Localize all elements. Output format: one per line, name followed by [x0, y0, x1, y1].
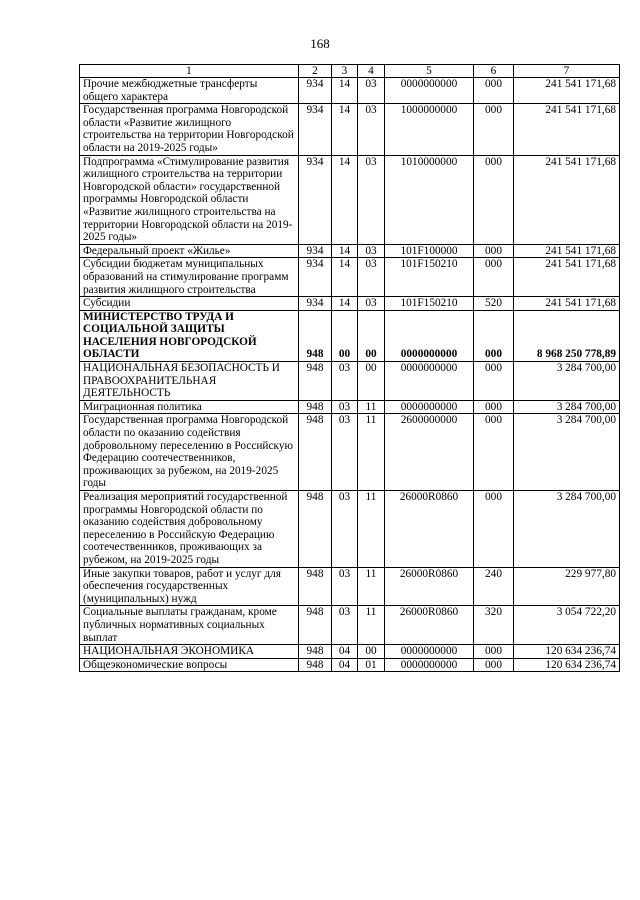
header-col-4: 4 [358, 65, 385, 78]
row-amount-cell: 241 541 171,68 [514, 258, 620, 297]
row-subsection-cell: 03 [358, 244, 385, 258]
row-subsection-cell: 03 [358, 78, 385, 104]
row-name-cell: НАЦИОНАЛЬНАЯ БЕЗОПАСНОСТЬ И ПРАВООХРАНИТЕЛЬНАЯ ДЕЯТЕЛЬНОСТЬ [80, 362, 299, 401]
row-name-cell: Субсидии [80, 297, 299, 311]
row-ministry-code-cell: 948 [299, 310, 332, 361]
table-row [80, 155, 620, 244]
row-target-code-cell: 101F150210 [385, 258, 474, 297]
row-name-cell: Иные закупки товаров, работ и услуг для обеспечения государственных (муниципальных) нужд [80, 567, 299, 606]
row-subsection-cell: 11 [358, 400, 385, 414]
row-subsection-cell: 03 [358, 155, 385, 244]
header-col-2: 2 [299, 65, 332, 78]
row-target-code-cell: 2600000000 [385, 414, 474, 491]
row-subsection-cell: 01 [358, 658, 385, 672]
budget-table [79, 64, 620, 672]
row-target-code-cell: 1010000000 [385, 155, 474, 244]
row-expense-type-cell: 000 [474, 310, 514, 361]
table-row [80, 104, 620, 155]
row-name-cell: Федеральный проект «Жилье» [80, 244, 299, 258]
row-name-cell: МИНИСТЕРСТВО ТРУДА И СОЦИАЛЬНОЙ ЗАЩИТЫ НАСЕЛЕНИЯ НОВГОРОДСКОЙ ОБЛАСТИ [80, 310, 299, 361]
table-row [80, 297, 620, 311]
table-row [80, 491, 620, 568]
row-section-cell: 03 [332, 414, 358, 491]
row-section-cell: 00 [332, 310, 358, 361]
row-ministry-code-cell: 948 [299, 414, 332, 491]
row-expense-type-cell: 000 [474, 645, 514, 659]
header-col-3: 3 [332, 65, 358, 78]
row-name-cell: Государственная программа Новгородской области по оказанию содействия добровольному переселению в Российскую Федерацию соотечественников, проживающих за рубежом, на 2019-2025 годы [80, 414, 299, 491]
row-amount-cell: 8 968 250 778,89 [514, 310, 620, 361]
row-name-cell: Субсидии бюджетам муниципальных образований на стимулирование программ развития жилищного строительства [80, 258, 299, 297]
row-subsection-cell: 11 [358, 491, 385, 568]
row-expense-type-cell: 000 [474, 104, 514, 155]
row-name-cell: Социальные выплаты гражданам, кроме публичных нормативных социальных выплат [80, 606, 299, 645]
row-section-cell: 03 [332, 400, 358, 414]
table-row [80, 310, 620, 361]
row-expense-type-cell: 000 [474, 658, 514, 672]
header-col-7: 7 [514, 65, 620, 78]
table-row [80, 606, 620, 645]
row-amount-cell: 241 541 171,68 [514, 297, 620, 311]
table-row [80, 362, 620, 401]
row-ministry-code-cell: 934 [299, 297, 332, 311]
row-section-cell: 04 [332, 658, 358, 672]
row-name-cell: Государственная программа Новгородской области «Развитие жилищного строительства на территории Новгородской области на 2019-2025 годы» [80, 104, 299, 155]
row-expense-type-cell: 000 [474, 400, 514, 414]
row-ministry-code-cell: 948 [299, 567, 332, 606]
row-section-cell: 03 [332, 567, 358, 606]
table-row [80, 244, 620, 258]
row-name-cell: Прочие межбюджетные трансферты общего характера [80, 78, 299, 104]
row-subsection-cell: 11 [358, 606, 385, 645]
row-target-code-cell: 101F150210 [385, 297, 474, 311]
row-expense-type-cell: 000 [474, 155, 514, 244]
row-section-cell: 14 [332, 244, 358, 258]
row-section-cell: 14 [332, 155, 358, 244]
row-subsection-cell: 11 [358, 567, 385, 606]
row-ministry-code-cell: 934 [299, 155, 332, 244]
row-ministry-code-cell: 934 [299, 244, 332, 258]
table-row [80, 658, 620, 672]
row-amount-cell: 3 284 700,00 [514, 400, 620, 414]
row-target-code-cell: 0000000000 [385, 362, 474, 401]
row-ministry-code-cell: 948 [299, 362, 332, 401]
row-target-code-cell: 0000000000 [385, 400, 474, 414]
row-subsection-cell: 00 [358, 310, 385, 361]
row-ministry-code-cell: 948 [299, 645, 332, 659]
table-row [80, 258, 620, 297]
row-ministry-code-cell: 934 [299, 258, 332, 297]
row-amount-cell: 3 054 722,20 [514, 606, 620, 645]
row-target-code-cell: 0000000000 [385, 310, 474, 361]
header-col-1: 1 [80, 65, 299, 78]
row-expense-type-cell: 000 [474, 491, 514, 568]
row-amount-cell: 241 541 171,68 [514, 78, 620, 104]
header-col-6: 6 [474, 65, 514, 78]
row-name-cell: НАЦИОНАЛЬНАЯ ЭКОНОМИКА [80, 645, 299, 659]
row-section-cell: 14 [332, 258, 358, 297]
table-row [80, 400, 620, 414]
row-target-code-cell: 101F100000 [385, 244, 474, 258]
table-row [80, 645, 620, 659]
row-amount-cell: 229 977,80 [514, 567, 620, 606]
row-subsection-cell: 00 [358, 645, 385, 659]
row-expense-type-cell: 520 [474, 297, 514, 311]
row-name-cell: Общеэкономические вопросы [80, 658, 299, 672]
row-target-code-cell: 26000R0860 [385, 491, 474, 568]
row-expense-type-cell: 000 [474, 78, 514, 104]
row-ministry-code-cell: 948 [299, 658, 332, 672]
row-target-code-cell: 26000R0860 [385, 567, 474, 606]
table-row [80, 78, 620, 104]
row-name-cell: Реализация мероприятий государственной программы Новгородской области по оказанию содействия добровольному переселению в Российскую Федерацию соотечественников, проживающих за рубежом, на 2019-2025 годы [80, 491, 299, 568]
row-ministry-code-cell: 934 [299, 104, 332, 155]
row-amount-cell: 241 541 171,68 [514, 244, 620, 258]
row-expense-type-cell: 320 [474, 606, 514, 645]
row-section-cell: 03 [332, 491, 358, 568]
row-name-cell: Миграционная политика [80, 400, 299, 414]
row-target-code-cell: 0000000000 [385, 658, 474, 672]
page-number: 168 [310, 36, 330, 51]
row-subsection-cell: 03 [358, 297, 385, 311]
row-expense-type-cell: 000 [474, 362, 514, 401]
row-expense-type-cell: 000 [474, 414, 514, 491]
row-subsection-cell: 11 [358, 414, 385, 491]
row-target-code-cell: 0000000000 [385, 645, 474, 659]
row-amount-cell: 120 634 236,74 [514, 658, 620, 672]
row-expense-type-cell: 000 [474, 258, 514, 297]
table-header-row [80, 65, 620, 78]
row-amount-cell: 120 634 236,74 [514, 645, 620, 659]
row-section-cell: 03 [332, 606, 358, 645]
row-ministry-code-cell: 934 [299, 78, 332, 104]
row-section-cell: 14 [332, 78, 358, 104]
row-amount-cell: 3 284 700,00 [514, 491, 620, 568]
header-col-5: 5 [385, 65, 474, 78]
row-target-code-cell: 26000R0860 [385, 606, 474, 645]
row-name-cell: Подпрограмма «Стимулирование развития жилищного строительства на территории Новгородской области» государственной программы Новгородской области «Развитие жилищного строительства на территории Новгородской области на 2019-2025 годы» [80, 155, 299, 244]
row-subsection-cell: 00 [358, 362, 385, 401]
table-row [80, 414, 620, 491]
row-ministry-code-cell: 948 [299, 606, 332, 645]
row-amount-cell: 241 541 171,68 [514, 104, 620, 155]
row-section-cell: 14 [332, 297, 358, 311]
row-expense-type-cell: 240 [474, 567, 514, 606]
row-amount-cell: 3 284 700,00 [514, 362, 620, 401]
row-subsection-cell: 03 [358, 258, 385, 297]
table-row [80, 567, 620, 606]
row-expense-type-cell: 000 [474, 244, 514, 258]
row-section-cell: 14 [332, 104, 358, 155]
row-section-cell: 03 [332, 362, 358, 401]
row-target-code-cell: 1000000000 [385, 104, 474, 155]
row-amount-cell: 241 541 171,68 [514, 155, 620, 244]
row-ministry-code-cell: 948 [299, 400, 332, 414]
row-amount-cell: 3 284 700,00 [514, 414, 620, 491]
row-target-code-cell: 0000000000 [385, 78, 474, 104]
row-section-cell: 04 [332, 645, 358, 659]
row-ministry-code-cell: 948 [299, 491, 332, 568]
row-subsection-cell: 03 [358, 104, 385, 155]
